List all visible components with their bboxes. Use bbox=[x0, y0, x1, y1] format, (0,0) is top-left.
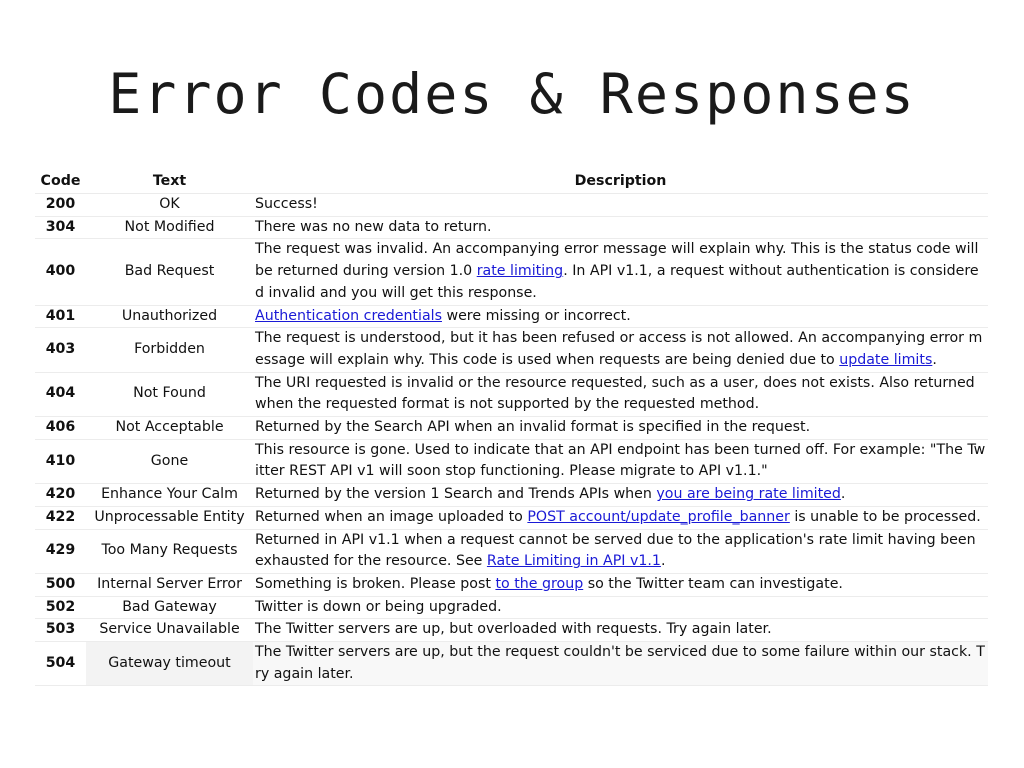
table-row bbox=[35, 194, 988, 217]
status-code-cell: 304 bbox=[35, 216, 86, 239]
description-link[interactable]: Authentication credentials bbox=[255, 307, 442, 324]
description-cell bbox=[253, 305, 988, 328]
description-text: The request was invalid. An accompanying error message will explain why. This is the status code will be returned during version 1.0 bbox=[255, 241, 979, 280]
description-cell bbox=[253, 506, 988, 529]
description-text: This resource is gone. Used to indicate that an API endpoint has been turned off. For example: "The Twitter REST API v1 will soon stop functioning. Please migrate to API v1.1." bbox=[255, 441, 986, 480]
description-text: . In API v1.1, a request without authentication is considered invalid and you will get this response. bbox=[255, 263, 979, 301]
status-text-cell: Gateway timeout bbox=[86, 642, 253, 686]
error-codes-table bbox=[35, 171, 988, 686]
description-text: The Twitter servers are up, but the request couldn't be serviced due to some failure within our stack. Try again later. bbox=[255, 644, 985, 682]
status-text-cell: Not Acceptable bbox=[86, 417, 253, 440]
table-row bbox=[35, 239, 988, 305]
column-header-code: Code bbox=[35, 171, 86, 194]
page-title: Error Codes & Responses bbox=[108, 62, 916, 126]
description-text: Success! bbox=[255, 196, 318, 212]
description-text: The URI requested is invalid or the resource requested, such as a user, does not exists. Also returned when the requested format is not supported by the requested method. bbox=[255, 374, 975, 413]
table-row bbox=[35, 506, 988, 529]
description-text: Something is broken. Please post bbox=[255, 575, 496, 592]
table-row bbox=[35, 573, 988, 596]
status-text-cell: Internal Server Error bbox=[86, 573, 253, 596]
description-text: Returned when an image uploaded to bbox=[255, 508, 528, 525]
description-cell bbox=[253, 439, 988, 483]
description-cell bbox=[253, 216, 988, 239]
status-text-cell: Not Found bbox=[86, 372, 253, 416]
description-link[interactable]: Rate Limiting in API v1.1 bbox=[486, 553, 661, 570]
status-code-cell: 500 bbox=[35, 573, 86, 596]
description-cell bbox=[253, 619, 988, 642]
status-code-cell: 406 bbox=[35, 417, 86, 440]
description-text: . bbox=[660, 553, 666, 570]
table-row bbox=[35, 372, 988, 416]
description-link[interactable]: you are being rate limited bbox=[656, 486, 841, 503]
status-text-cell: OK bbox=[86, 194, 253, 217]
description-link[interactable]: to the group bbox=[495, 575, 584, 592]
table-header-row bbox=[35, 171, 988, 194]
status-text-cell: Bad Gateway bbox=[86, 596, 253, 619]
description-cell bbox=[253, 642, 988, 686]
description-text: Twitter is down or being upgraded. bbox=[255, 598, 502, 615]
status-code-cell: 200 bbox=[35, 194, 86, 217]
table-row bbox=[35, 328, 988, 372]
description-cell bbox=[253, 573, 988, 596]
description-cell bbox=[253, 372, 988, 416]
description-link[interactable]: POST account/update_profile_banner bbox=[527, 508, 790, 525]
description-text: There was no new data to return. bbox=[255, 218, 492, 235]
status-code-cell: 410 bbox=[35, 439, 86, 483]
status-text-cell: Bad Request bbox=[86, 239, 253, 305]
status-text-cell: Unprocessable Entity bbox=[86, 506, 253, 529]
status-code-cell: 502 bbox=[35, 596, 86, 619]
table-row bbox=[35, 305, 988, 328]
table-body bbox=[35, 194, 988, 686]
table-row bbox=[35, 439, 988, 483]
status-text-cell: Too Many Requests bbox=[86, 529, 253, 573]
description-link[interactable]: update limits bbox=[839, 351, 933, 368]
status-code-cell: 429 bbox=[35, 529, 86, 573]
status-code-cell: 422 bbox=[35, 506, 86, 529]
description-cell bbox=[253, 596, 988, 619]
status-code-cell: 404 bbox=[35, 372, 86, 416]
status-text-cell: Not Modified bbox=[86, 216, 253, 239]
status-text-cell: Gone bbox=[86, 439, 253, 483]
description-text: were missing or incorrect. bbox=[441, 307, 631, 324]
description-text: . bbox=[932, 351, 937, 368]
description-text: so the Twitter team can investigate. bbox=[583, 575, 843, 592]
table-row bbox=[35, 619, 988, 642]
column-header-text: Text bbox=[86, 171, 253, 194]
status-code-cell: 401 bbox=[35, 305, 86, 328]
table-row bbox=[35, 596, 988, 619]
description-cell bbox=[253, 194, 988, 217]
table-row bbox=[35, 529, 988, 573]
table-row bbox=[35, 484, 988, 507]
table-row bbox=[35, 216, 988, 239]
description-cell bbox=[253, 239, 988, 305]
status-code-cell: 420 bbox=[35, 484, 86, 507]
status-code-cell: 403 bbox=[35, 328, 86, 372]
description-text: is unable to be processed. bbox=[789, 508, 981, 525]
description-text: The Twitter servers are up, but overloaded with requests. Try again later. bbox=[255, 621, 772, 638]
status-text-cell: Enhance Your Calm bbox=[86, 484, 253, 507]
status-code-cell: 400 bbox=[35, 239, 86, 305]
status-text-cell: Service Unavailable bbox=[86, 619, 253, 642]
description-text: . bbox=[840, 486, 846, 503]
description-text: Returned by the version 1 Search and Trends APIs when bbox=[255, 486, 657, 503]
column-header-description: Description bbox=[253, 171, 988, 194]
status-text-cell: Unauthorized bbox=[86, 305, 253, 328]
description-text: Returned in API v1.1 when a request cannot be served due to the application's rate limit having been exhausted for the resource. See bbox=[255, 531, 976, 570]
status-code-cell: 504 bbox=[35, 642, 86, 686]
description-cell bbox=[253, 328, 988, 372]
description-cell bbox=[253, 529, 988, 573]
description-cell bbox=[253, 417, 988, 440]
status-text-cell: Forbidden bbox=[86, 328, 253, 372]
description-text: The request is understood, but it has been refused or access is not allowed. An accompanying error message will explain why. This code is used when requests are being denied due to bbox=[255, 330, 983, 368]
status-code-cell: 503 bbox=[35, 619, 86, 642]
description-link[interactable]: rate limiting bbox=[476, 263, 564, 280]
description-text: Returned by the Search API when an invalid format is specified in the request. bbox=[255, 419, 811, 436]
table-row bbox=[35, 642, 988, 686]
description-cell bbox=[253, 484, 988, 507]
table-row bbox=[35, 417, 988, 440]
